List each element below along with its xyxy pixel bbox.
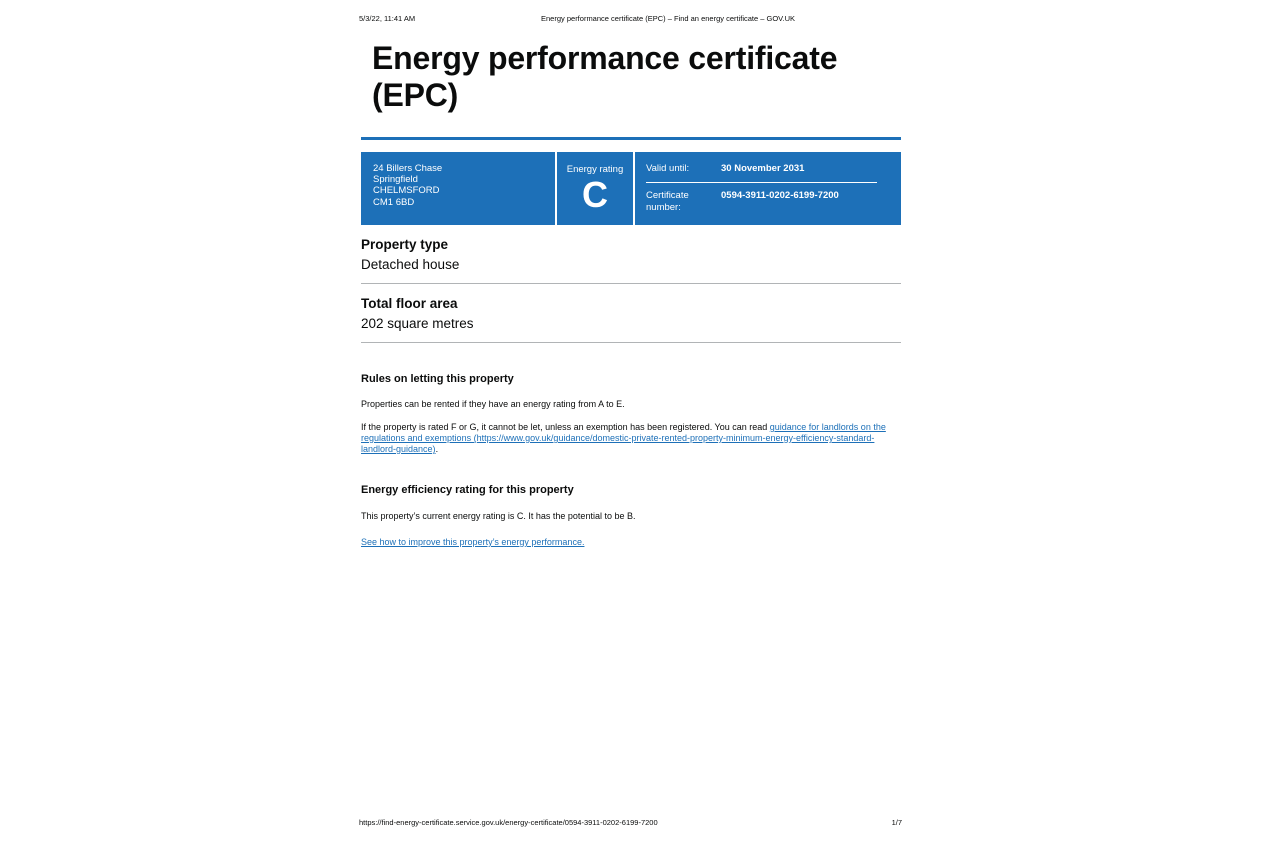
letting-exemption-suffix: . bbox=[435, 444, 439, 454]
property-type-label: Property type bbox=[361, 237, 449, 252]
improve-performance-link[interactable]: See how to improve this property’s energy performance. bbox=[361, 537, 585, 547]
valid-until-value: 30 November 2031 bbox=[721, 163, 805, 174]
landlord-guidance-link[interactable]: guidance for landlords on the regulations and exemptions (https://www.gov.uk/guidance/domestic-private-rented-property-minimum-energy-efficiency-standard-landlord-guidance) bbox=[361, 422, 886, 454]
address-line: CM1 6BD bbox=[373, 196, 415, 208]
floor-area-value: 202 square metres bbox=[361, 316, 474, 331]
property-address bbox=[361, 152, 557, 225]
print-date: 5/3/22, 11:41 AM bbox=[359, 14, 416, 23]
print-document-title: Energy performance certificate (EPC) – Find an energy certificate – GOV.UK bbox=[541, 14, 796, 23]
letting-rules-heading: Rules on letting this property bbox=[361, 373, 514, 385]
valid-until-row bbox=[646, 163, 877, 175]
floor-area-label: Total floor area bbox=[361, 296, 458, 311]
print-url: https://find-energy-certificate.service.gov.uk/energy-certificate/0594-3911-0202-6199-7200 bbox=[359, 818, 658, 827]
improve-link-paragraph bbox=[361, 537, 901, 548]
address-line: 24 Billers Chase bbox=[373, 163, 443, 174]
property-type-item bbox=[361, 225, 901, 284]
certificate-number-value: 0594-3911-0202-6199-7200 bbox=[721, 190, 839, 201]
energy-rating-box bbox=[557, 152, 635, 225]
letting-exemption-paragraph bbox=[361, 422, 901, 455]
page-number: 1/7 bbox=[891, 818, 902, 827]
certificate-number-label: Certificate number: bbox=[646, 190, 689, 213]
certificate-number-row bbox=[646, 190, 877, 214]
address-line: CHELMSFORD bbox=[373, 185, 440, 197]
valid-until-label: Valid until: bbox=[646, 163, 690, 174]
epc-summary-banner bbox=[361, 152, 901, 225]
efficiency-paragraph: This property’s current energy rating is C. It has the potential to be B. bbox=[361, 511, 636, 521]
letting-rules-paragraph: Properties can be rented if they have an energy rating from A to E. bbox=[361, 399, 625, 409]
page-title: Energy performance certificate (EPC) bbox=[372, 40, 838, 113]
property-type-value: Detached house bbox=[361, 257, 460, 272]
main-content bbox=[361, 40, 901, 548]
details-divider bbox=[646, 182, 877, 183]
certificate-details bbox=[635, 152, 901, 225]
address-line: Springfield bbox=[373, 174, 418, 186]
floor-area-item bbox=[361, 284, 901, 343]
letting-exemption-text: If the property is rated F or G, it cannot be let, unless an exemption has been registered. You can read bbox=[361, 422, 770, 432]
energy-rating-letter: C bbox=[582, 174, 608, 215]
energy-rating-label: Energy rating bbox=[566, 164, 624, 175]
efficiency-heading: Energy efficiency rating for this property bbox=[361, 484, 574, 496]
title-divider bbox=[361, 137, 901, 140]
